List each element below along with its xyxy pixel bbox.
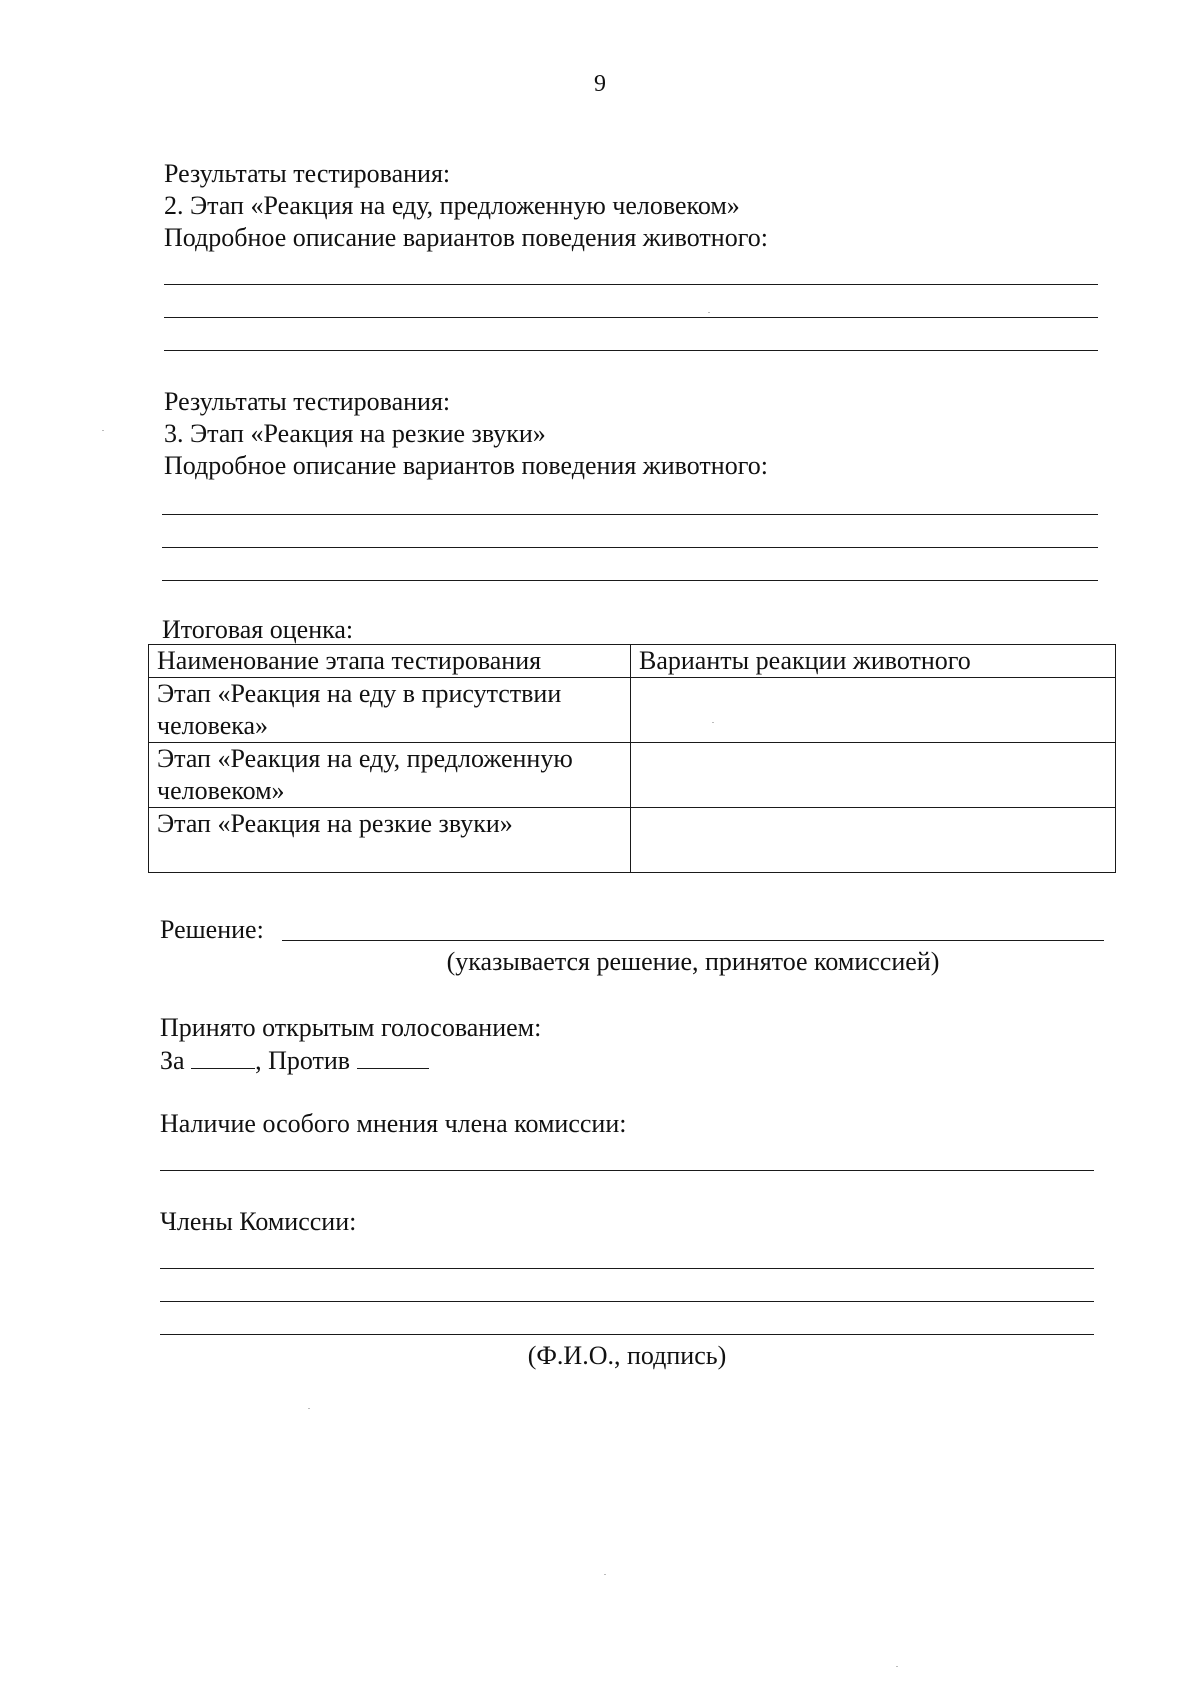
decision-label: Решение: xyxy=(160,915,264,944)
members-signature-hint: (Ф.И.О., подпись) xyxy=(527,1341,727,1370)
scan-speck xyxy=(896,1666,898,1667)
dissent-answer-line[interactable] xyxy=(160,1170,1094,1171)
summary-table xyxy=(148,644,1116,873)
section3-answer-line-1[interactable] xyxy=(162,514,1098,515)
summary-stage-cell: Этап «Реакция на еду, предложенную человеком» xyxy=(149,743,631,808)
section2-answer-line-2[interactable] xyxy=(164,317,1098,318)
section3-stage: 3. Этап «Реакция на резкие звуки» xyxy=(164,419,546,448)
table-row xyxy=(149,808,1116,873)
summary-table-header-row xyxy=(149,645,1116,678)
section2-heading: Результаты тестирования: xyxy=(164,159,451,188)
vote-for-label: За xyxy=(160,1046,185,1075)
members-signature-line-3[interactable] xyxy=(160,1334,1094,1335)
decision-hint: (указывается решение, принятое комиссией) xyxy=(446,947,940,976)
decision-answer-line[interactable] xyxy=(282,940,1104,941)
table-row xyxy=(149,743,1116,808)
summary-heading: Итоговая оценка: xyxy=(162,615,354,644)
summary-stage-cell: Этап «Реакция на еду в присутствии человека» xyxy=(149,678,631,743)
scan-speck xyxy=(712,722,714,723)
scan-speck xyxy=(604,1574,606,1575)
vote-line xyxy=(160,1044,429,1077)
members-signature-line-1[interactable] xyxy=(160,1268,1094,1269)
dissent-label: Наличие особого мнения члена комиссии: xyxy=(160,1109,627,1138)
section2-description-label: Подробное описание вариантов поведения животного: xyxy=(164,223,768,252)
table-row xyxy=(149,678,1116,743)
section3-description-label: Подробное описание вариантов поведения животного: xyxy=(164,451,768,480)
summary-header-stage: Наименование этапа тестирования xyxy=(149,645,631,678)
scan-speck xyxy=(102,430,104,431)
section2-answer-line-1[interactable] xyxy=(164,284,1098,285)
page-number: 9 xyxy=(594,71,606,97)
section2-answer-line-3[interactable] xyxy=(164,350,1098,351)
section2-stage: 2. Этап «Реакция на еду, предложенную человеком» xyxy=(164,191,740,220)
section3-answer-line-3[interactable] xyxy=(162,580,1098,581)
vote-heading: Принято открытым голосованием: xyxy=(160,1013,542,1042)
summary-reaction-cell[interactable] xyxy=(631,678,1116,743)
vote-against-blank[interactable] xyxy=(357,1044,429,1069)
members-signature-line-2[interactable] xyxy=(160,1301,1094,1302)
summary-stage-cell: Этап «Реакция на резкие звуки» xyxy=(149,808,631,873)
summary-header-reaction: Варианты реакции животного xyxy=(631,645,1116,678)
vote-against-label: , Против xyxy=(255,1046,351,1075)
summary-reaction-cell[interactable] xyxy=(631,743,1116,808)
summary-reaction-cell[interactable] xyxy=(631,808,1116,873)
scan-speck xyxy=(308,1408,310,1409)
members-label: Члены Комиссии: xyxy=(160,1207,357,1236)
scan-speck xyxy=(708,312,710,313)
section3-heading: Результаты тестирования: xyxy=(164,387,451,416)
section3-answer-line-2[interactable] xyxy=(162,547,1098,548)
vote-for-blank[interactable] xyxy=(191,1044,255,1069)
